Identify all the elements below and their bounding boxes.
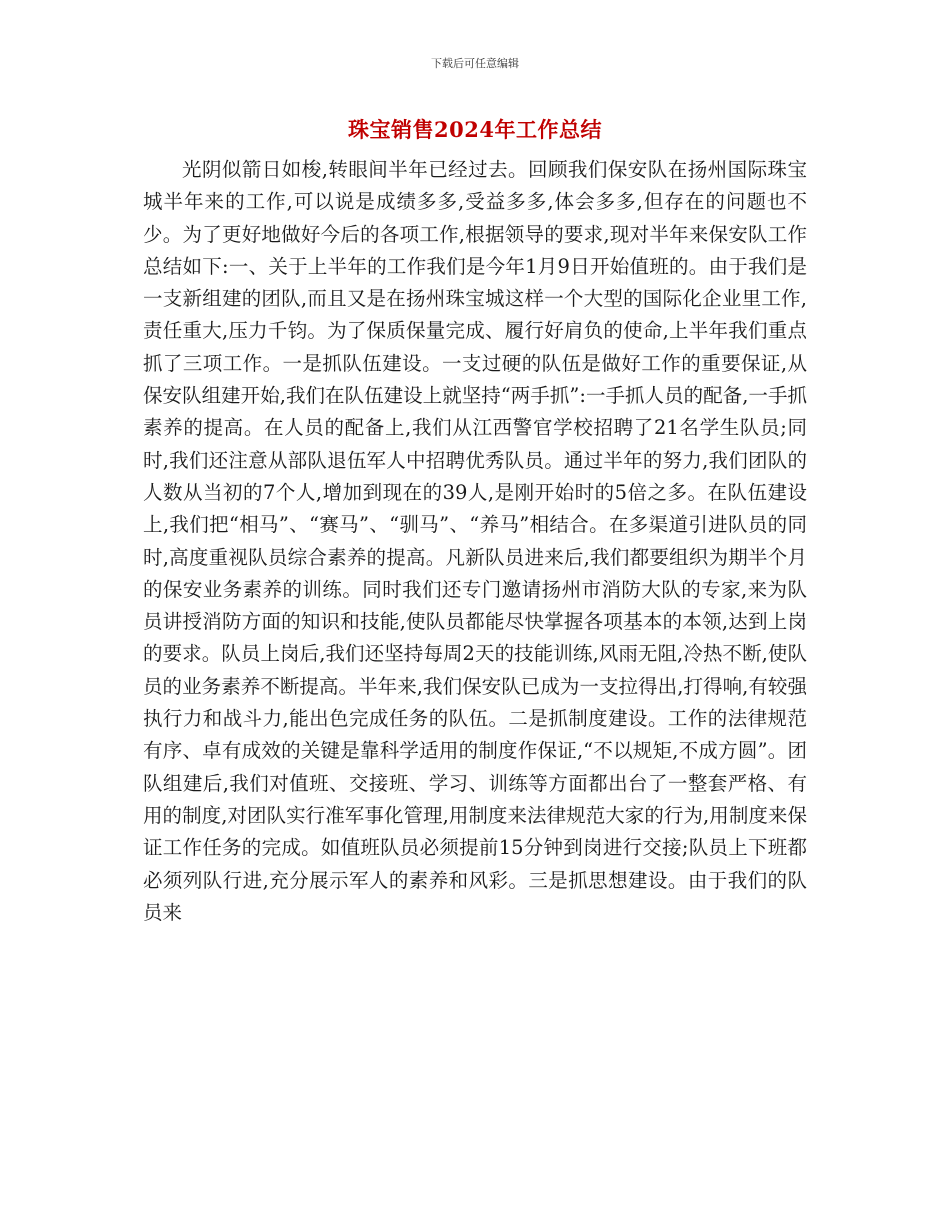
body-paragraph: 光阴似箭日如梭,转眼间半年已经过去。回顾我们保安队在扬州国际珠宝城半年来的工作,可以说是成绩多多,受益多多,体会多多,但存在的问题也不少。为了更好地做好今后的各项工作,根据领导的要求,现对半年来保安队工作总结如下:一、关于上半年的工作我们是今年1月9日开始值班的。由于我们是一支新组建的团队,而且又是在扬州珠宝城这样一个大型的国际化企业里工作,责任重大,压力千钧。为了保质保量完成、履行好肩负的使命,上半年我们重点抓了三项工作。一是抓队伍建设。一支过硬的队伍是做好工作的重要保证,从保安队组建开始,我们在队伍建设上就坚持“两手抓”:一手抓人员的配备,一手抓素养的提高。在人员的配备上,我们从江西警官学校招聘了21名学生队员;同时,我们还注意从部队退伍军人中招聘优秀队员。通过半年的努力,我们团队的人数从当初的7个人,增加到现在的39人,是刚开始时的5倍之多。在队伍建设上,我们把“相马”、“赛马”、“驯马”、“养马”相结合。在多渠道引进队员的同时,高度重视队员综合素养的提高。凡新队员进来后,我们都要组织为期半个月的保安业务素养的训练。同时我们还专门邀请扬州市消防大队的专家,来为队员讲授消防方面的知识和技能,使队员都能尽快掌握各项基本的本领,达到上岗的要求。队员上岗后,我们还坚持每周2天的技能训练,风雨无阻,冷热不断,使队员的业务素养不断提高。半年来,我们保安队已成为一支拉得出,打得响,有较强执行力和战斗力,能出色完成任务的队伍。二是抓制度建设。工作的法律规范有序、卓有成效的关键是靠科学适用的制度作保证,“不以规矩,不成方圆”。团队组建后,我们对值班、交接班、学习、训练等方面都出台了一整套严格、有用的制度,对团队实行准军事化管理,用制度来法律规范大家的行为,用制度来保证工作任务的完成。如值班队员必须提前15分钟到岗进行交接;队员上下班都必须列队行进,充分展示军人的素养和风彩。三是抓思想建设。由于我们的队员来	[143, 158, 807, 924]
header-note: 下载后可任意编辑	[431, 57, 519, 70]
document-title: 珠宝销售2024年工作总结	[348, 117, 602, 142]
